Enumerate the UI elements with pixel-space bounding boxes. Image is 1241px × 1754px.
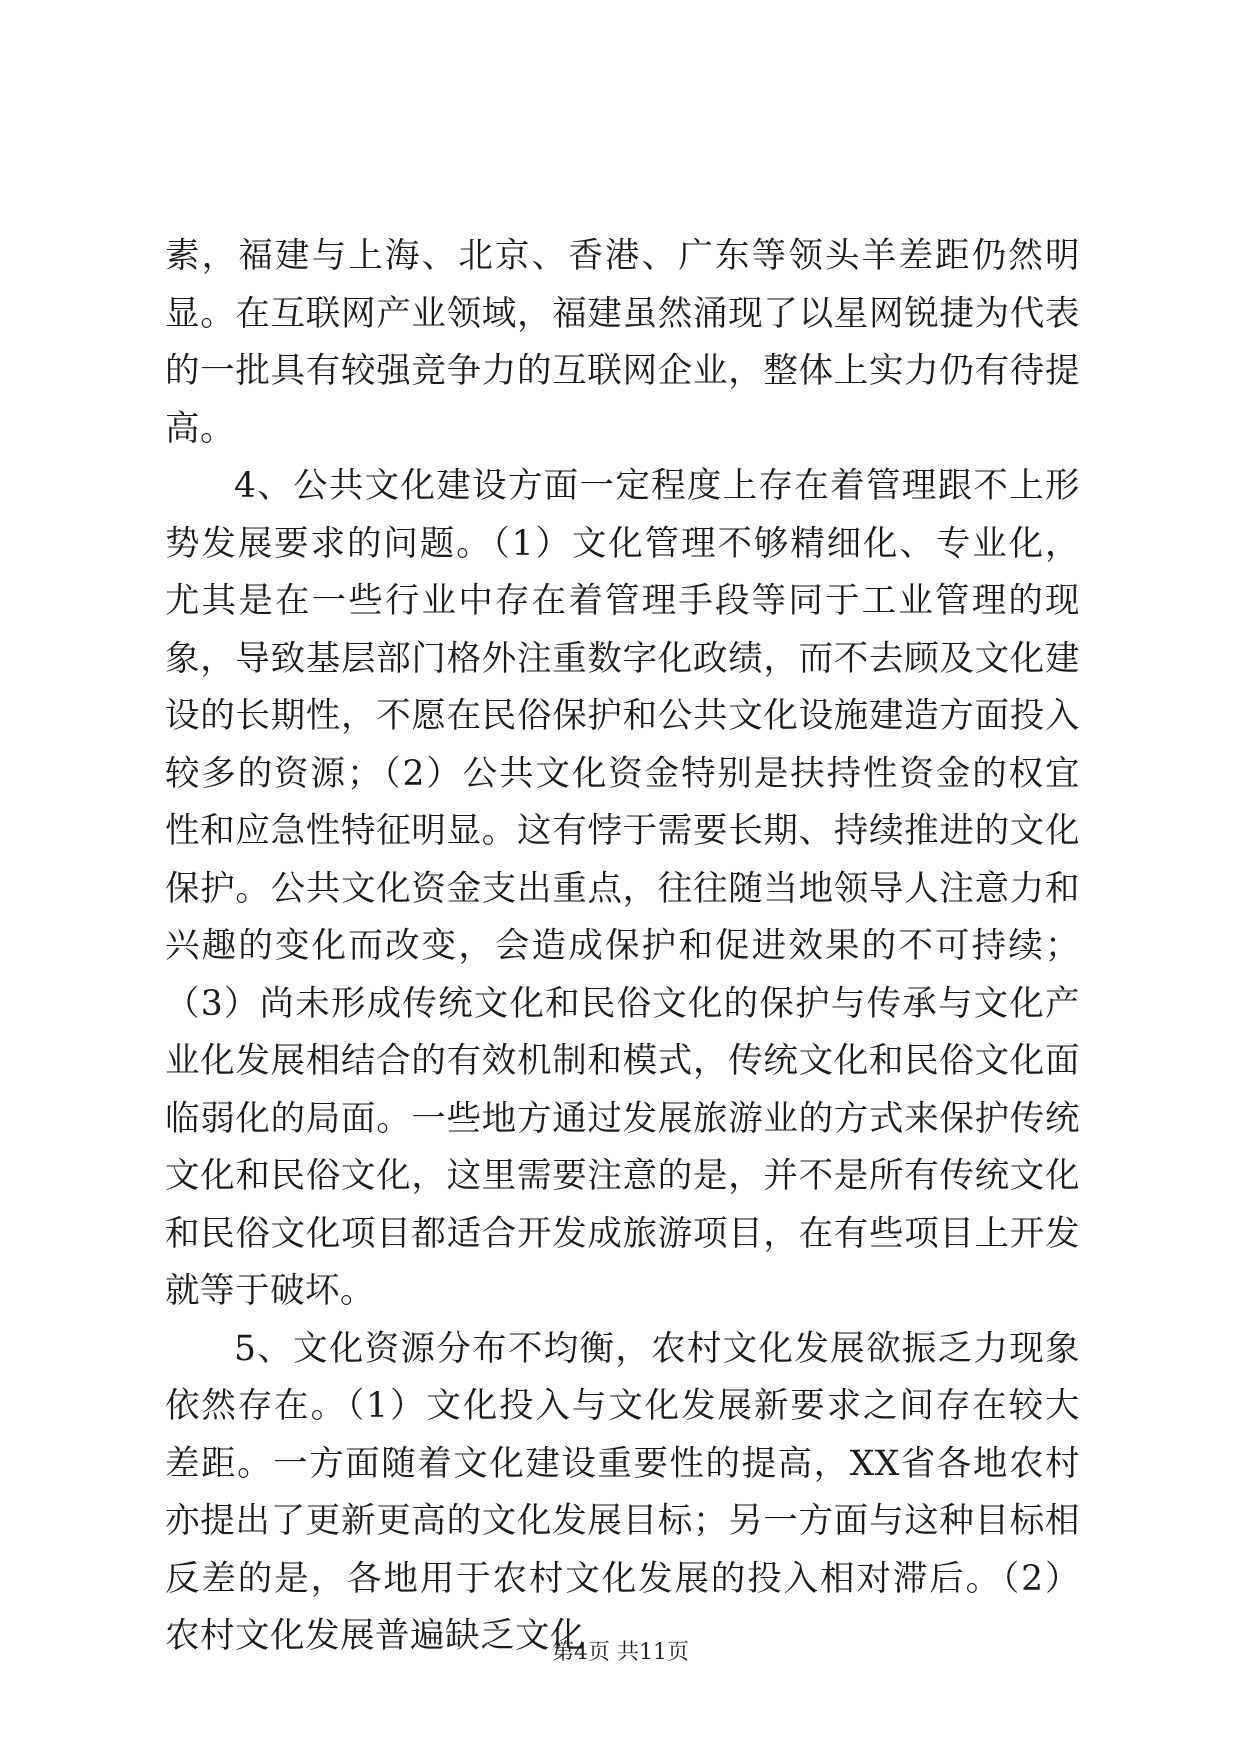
document-body: [165, 228, 1080, 1666]
page-number-footer: 第4页 共11页: [552, 1640, 689, 1665]
paragraph-3: 5、文化资源分布不均衡，农村文化发展欲振乏力现象依然存在。（1）文化投入与文化发展新要求之间存在较大差距。一方面随着文化建设重要性的提高，XX省各地农村亦提出了更新更高的文化发展目标；另一方面与这种目标相反差的是，各地用于农村文化发展的投入相对滞后。（2）农村文化发展普遍缺乏文化: [165, 1328, 1080, 1656]
paragraph-2: 4、公共文化建设方面一定程度上存在着管理跟不上形势发展要求的问题。（1）文化管理不够精细化、专业化，尤其是在一些行业中存在着管理手段等同于工业管理的现象，导致基层部门格外注重数字化政绩，而不去顾及文化建设的长期性，不愿在民俗保护和公共文化设施建造方面投入较多的资源；（2）公共文化资金特别是扶持性资金的权宜性和应急性特征明显。这有悖于需要长期、持续推进的文化保护。公共文化资金支出重点，往往随当地领导人注意力和兴趣的变化而改变，会造成保护和促进效果的不可持续；（3）尚未形成传统文化和民俗文化的保护与传承与文化产业化发展相结合的有效机制和模式，传统文化和民俗文化面临弱化的局面。一些地方通过发展旅游业的方式来保护传统文化和民俗文化，这里需要注意的是，并不是所有传统文化和民俗文化项目都适合开发成旅游项目，在有些项目上开发就等于破坏。: [165, 466, 1080, 1311]
paragraph-1: 素，福建与上海、北京、香港、广东等领头羊差距仍然明显。在互联网产业领域，福建虽然涌现了以星网锐捷为代表的一批具有较强竞争力的互联网企业，整体上实力仍有待提高。: [165, 236, 1080, 449]
